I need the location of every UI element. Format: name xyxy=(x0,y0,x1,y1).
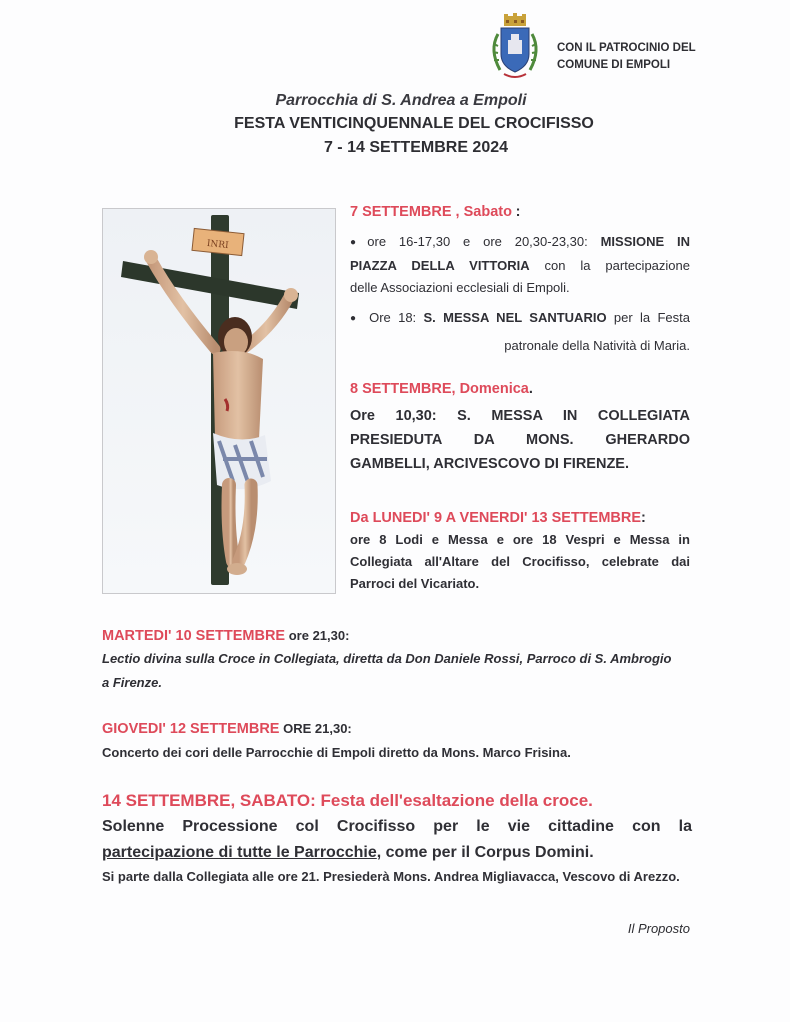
bullet-icon: ● xyxy=(350,237,366,248)
event-sep-14 xyxy=(102,788,692,888)
parish-name: Parrocchia di S. Andrea a Empoli xyxy=(275,92,527,109)
event-sep-7-item-1-time: ore 16-17,30 e ore 20,30-23,30: xyxy=(367,234,588,249)
festival-title: FESTA VENTICINQUENNALE DEL CROCIFISSO xyxy=(234,115,594,132)
crucifix-photo xyxy=(102,208,336,594)
title-block xyxy=(0,90,790,160)
event-sep-8 xyxy=(350,378,690,476)
event-sep-12-heading: GIOVEDI' 12 SETTEMBRE xyxy=(102,721,280,737)
event-sep-12 xyxy=(102,718,692,764)
event-sep-14-line-2-rest: , come per il Corpus Domini. xyxy=(376,844,594,861)
event-sep-14-line-2 xyxy=(102,840,692,866)
event-sep-8-line-3: GAMBELLI, ARCIVESCOVO DI FIRENZE. xyxy=(350,456,630,472)
event-sep-10-heading-row xyxy=(102,625,692,647)
bullet-icon: ● xyxy=(350,313,360,324)
event-sep-12-heading-row xyxy=(102,718,692,740)
event-sep-8-dot: . xyxy=(528,381,533,397)
event-sep-7-item-2-line-1 xyxy=(350,307,690,331)
inri-sign-text: INRI xyxy=(206,238,230,252)
event-sep-14-heading: 14 SETTEMBRE, SABATO: Festa dell'esaltazione della croce. xyxy=(102,791,593,810)
patronage-line-1: CON IL PATROCINIO DEL xyxy=(557,42,696,54)
event-sep-7-item-2-rest-a: per la Festa xyxy=(613,310,690,325)
event-sep-14-line-1: Solenne Processione col Crocifisso per le vie cittadine con la xyxy=(102,818,692,835)
patronage-line-2: COMUNE DI EMPOLI xyxy=(557,59,671,71)
event-weekdays-line-2: Collegiata all'Altare del Crocifisso, celebrate dai xyxy=(350,554,690,569)
event-weekdays-line-3: Parroci del Vicariato. xyxy=(350,576,480,591)
event-sep-8-body xyxy=(350,404,690,476)
event-weekdays-heading-row xyxy=(350,507,690,529)
event-sep-12-time: ORE 21,30: xyxy=(283,721,352,736)
event-sep-12-body: Concerto dei cori delle Parrocchie di Empoli diretto da Mons. Marco Frisina. xyxy=(102,745,571,760)
event-sep-7 xyxy=(350,201,690,357)
event-sep-10 xyxy=(102,625,692,695)
event-sep-7-item-2-line-2: patronale della Natività di Maria. xyxy=(504,338,690,353)
event-sep-7-item-1-rest-a: con la partecipazione xyxy=(544,258,690,273)
event-weekdays xyxy=(350,507,690,595)
event-sep-8-heading-row xyxy=(350,378,690,400)
event-sep-7-item-1-line-2 xyxy=(350,255,690,277)
event-sep-8-line-1: Ore 10,30: S. MESSA IN COLLEGIATA xyxy=(350,408,690,424)
event-sep-10-time: ore 21,30: xyxy=(288,628,350,643)
event-sep-7-item-1-line-1 xyxy=(350,231,690,255)
event-sep-7-item-2-time: Ore 18: xyxy=(369,310,417,325)
event-sep-14-details: Si parte dalla Collegiata alle ore 21. Presiederà Mons. Andrea Migliavacca, Vescovo di Arezzo. xyxy=(102,869,680,884)
event-sep-7-item-1-line-3: delle Associazioni ecclesiali di Empoli. xyxy=(350,280,570,295)
event-sep-8-heading: 8 SETTEMBRE, Domenica xyxy=(350,381,529,397)
event-sep-7-item-1-title-a: MISSIONE IN xyxy=(600,234,690,249)
event-weekdays-line-1: ore 8 Lodi e Messa e ore 18 Vespri e Messa in xyxy=(350,532,690,547)
patronage-note xyxy=(557,40,696,74)
event-sep-10-body: Lectio divina sulla Croce in Collegiata, diretta da Don Daniele Rossi, Parroco di S. Ambrogio a Firenze. xyxy=(102,651,672,690)
event-sep-7-colon: : xyxy=(515,204,521,220)
event-sep-8-line-2: PRESIEDUTA DA MONS. GHERARDO xyxy=(350,432,690,448)
event-sep-14-underlined: partecipazione di tutte le Parrocchie xyxy=(102,844,377,861)
coat-of-arms-icon xyxy=(484,12,546,82)
festival-dates: 7 - 14 SETTEMBRE 2024 xyxy=(323,139,509,156)
event-weekdays-colon: : xyxy=(641,510,646,526)
event-sep-7-item-2-title: S. MESSA NEL SANTUARIO xyxy=(423,310,607,325)
event-sep-7-heading-row xyxy=(350,201,690,223)
event-sep-10-heading: MARTEDI' 10 SETTEMBRE xyxy=(102,628,286,644)
event-weekdays-heading: Da LUNEDI' 9 A VENERDI' 13 SETTEMBRE xyxy=(350,510,642,526)
event-sep-7-item-1-title-b: PIAZZA DELLA VITTORIA xyxy=(350,258,530,273)
signature: Il Proposto xyxy=(627,921,690,936)
event-sep-7-heading: 7 SETTEMBRE , Sabato xyxy=(350,204,512,220)
